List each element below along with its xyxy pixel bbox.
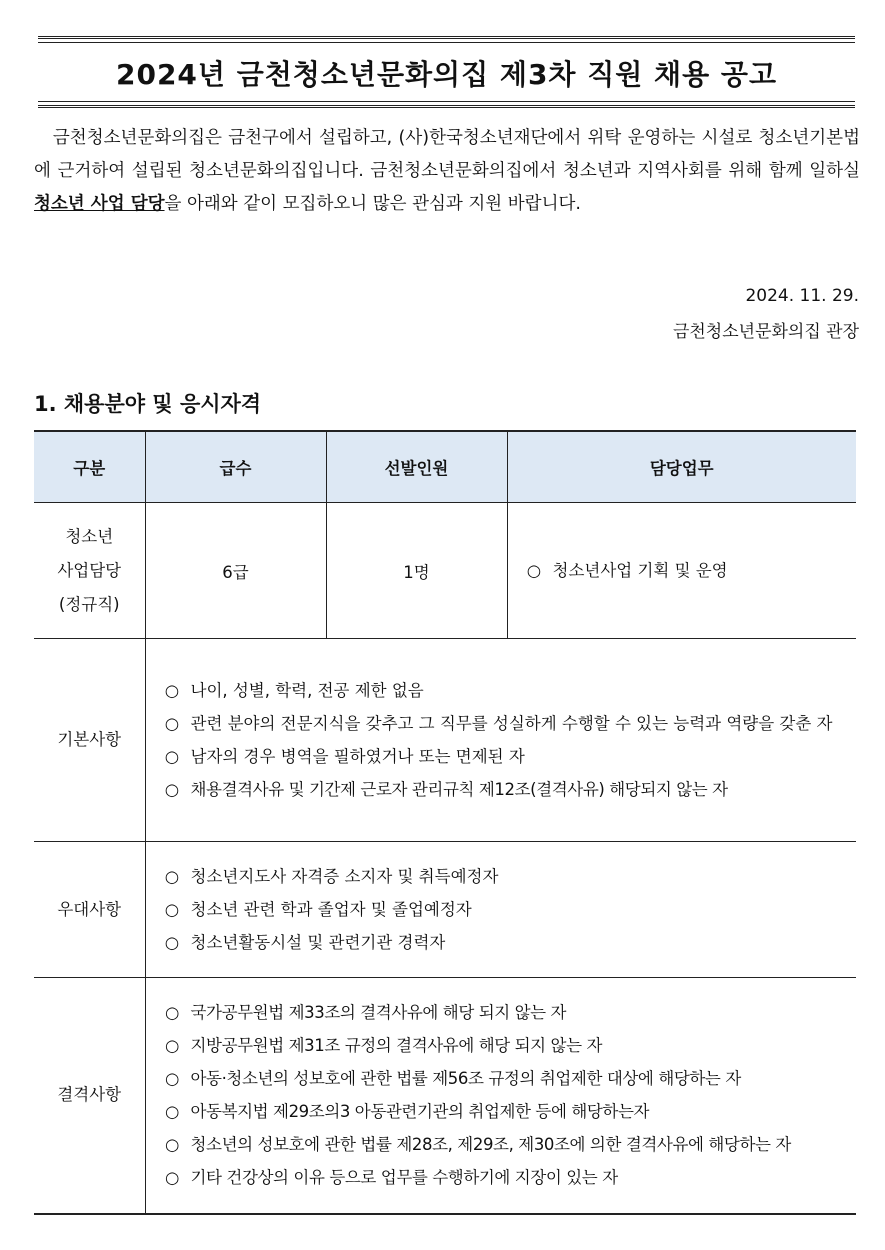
circle-bullet-icon: ○ [165, 1135, 179, 1155]
header-grade: 급수 [145, 431, 326, 503]
circle-bullet-icon: ○ [164, 714, 180, 733]
intro-text-after: 을 아래와 같이 모집하오니 많은 관심과 지원 바랍니다. [164, 194, 581, 214]
intro-text-before: 금천청소년문화의집은 금천구에서 설립하고, (사)한국청소년재단에서 위탁 운영하는 시설로 청소년기본법에 근거하여 설립된 청소년문화의집입니다. 금천청소년문화의집에서 청소년과 지역사회를 위해 함께 일하실 [34, 128, 860, 181]
table-row-basic [34, 639, 856, 842]
position-duty: ○ 청소년사업 기획 및 운영 [507, 503, 856, 639]
circle-bullet-icon: ○ [164, 747, 180, 766]
table-row-disqualification [34, 978, 856, 1214]
basic-label: 기본사항 [34, 639, 145, 842]
position-grade: 6급 [145, 503, 326, 639]
position-count: 1명 [326, 503, 507, 639]
intro-paragraph [34, 122, 860, 221]
disqualification-items: ○ 국가공무원법 제33조의 결격사유에 해당 되지 않는 자 ○ 지방공무원법 제31조 규정의 결격사유에 해당 되지 않는 자 ○ 아동·청소년의 성보호에 관한 법률 제56조 규정의 취업제한 대상에 해당하는 자 ○ 아동복지법 제29조의3 아동관련기관의 취업제한 등에 해당하는자 ○ 청소년의 성보호에 관한 법률 제28조, 제29조, 제30조에 의한 결격사유에 해당하는 자 ○ 기타 건강상의 이유 등으로 업무를 수행하기에 지장이 있는 자 [145, 978, 856, 1214]
header-category: 구분 [34, 431, 145, 503]
issuer: 금천청소년문화의집 관장 [672, 322, 859, 342]
circle-bullet-icon: ○ [164, 780, 180, 799]
intro-highlight: 청소년 사업 담당 [34, 194, 165, 214]
circle-bullet-icon: ○ [164, 681, 180, 700]
basic-items: ○ 나이, 성별, 학력, 전공 제한 없음 ○ 관련 분야의 전문지식을 갖추고 그 직무를 성실하게 수행할 수 있는 능력과 역량을 갖춘 자 ○ 남자의 경우 병역을 필하였거나 또는 면제된 자 ○ 채용결격사유 및 기간제 근로자 관리규칙 제12조(결격사유) 해당되지 않는 자 [145, 639, 856, 842]
table-row-preference [34, 842, 856, 978]
table-header-row [34, 431, 856, 503]
header-duty: 담당업무 [507, 431, 856, 503]
circle-bullet-icon: ○ [165, 1036, 179, 1056]
preference-label: 우대사항 [34, 842, 145, 978]
circle-bullet-icon: ○ [165, 1102, 179, 1122]
table-row-position [34, 503, 856, 639]
circle-bullet-icon: ○ [164, 900, 180, 919]
position-category: 청소년 사업담당 (정규직) [34, 503, 145, 639]
circle-bullet-icon: ○ [164, 933, 180, 952]
document-title: 2024년 금천청소년문화의집 제3차 직원 채용 공고 [115, 58, 778, 91]
preference-items: ○ 청소년지도사 자격증 소지자 및 취득예정자 ○ 청소년 관련 학과 졸업자 및 졸업예정자 ○ 청소년활동시설 및 관련기관 경력자 [145, 842, 856, 978]
circle-bullet-icon: ○ [165, 1069, 179, 1089]
announcement-date: 2024. 11. 29. [745, 286, 859, 306]
qualification-table [34, 430, 856, 1215]
title-box [38, 36, 855, 108]
header-count: 선발인원 [326, 431, 507, 503]
disqualification-label: 결격사항 [34, 978, 145, 1214]
circle-bullet-icon: ○ [165, 1168, 179, 1188]
section-title: 1. 채용분야 및 응시자격 [34, 392, 262, 416]
circle-bullet-icon: ○ [164, 867, 180, 886]
circle-bullet-icon: ○ [526, 561, 542, 580]
circle-bullet-icon: ○ [165, 1003, 179, 1023]
